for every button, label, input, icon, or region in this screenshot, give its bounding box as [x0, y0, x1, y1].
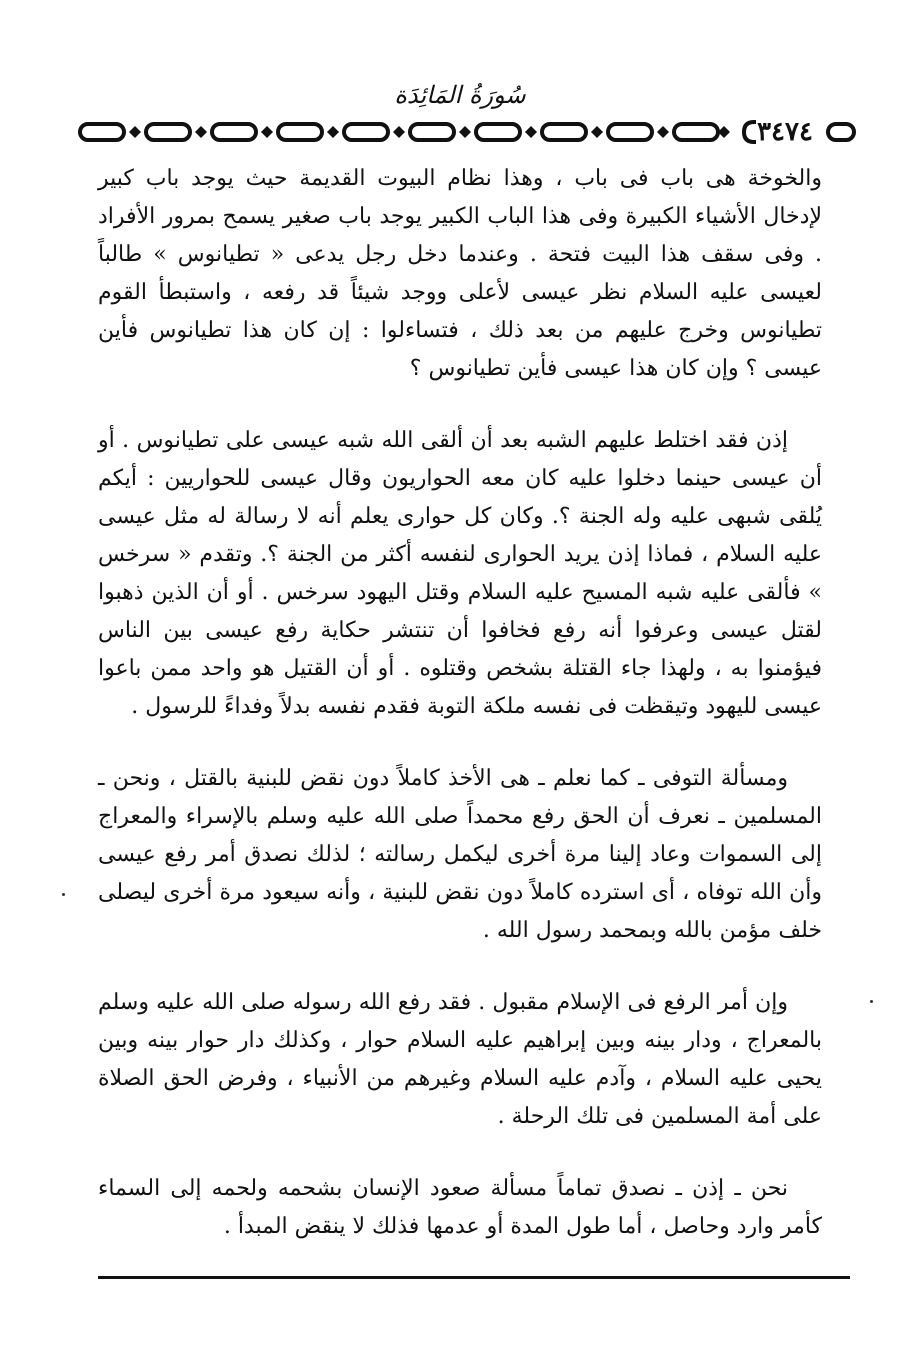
body-text: [98, 160, 822, 1280]
page-number: ٣٤٧٤: [757, 117, 813, 147]
decorative-border: [78, 118, 730, 146]
scan-speck: [870, 1000, 873, 1003]
paragraph-4: وإن أمر الرفع فى الإسلام مقبول . فقد رفع الله رسوله صلى الله عليه وسلم بالمعراج ، ودار بينه وبين إبراهيم عليه السلام حوار ، وكذلك دار حوار بينه وبين يحيى عليه السلام ، وآدم عليه السلام وغيرهم من الأنبياء ، وفرض الحق الصلاة على أمة المسلمين فى تلك الرحلة .: [98, 990, 822, 1129]
paragraph-5: نحن ـ إذن ـ نصدق تماماً مسألة صعود الإنسان بشحمه ولحمه إلى السماء كأمر وارد وحاصل ، أما طول المدة أو عدمها فذلك لا ينقض المبدأ .: [98, 1176, 822, 1239]
paragraph-3: ومسألة التوفى ـ كما نعلم ـ هى الأخذ كاملاً دون نقض للبنية بالقتل ، ونحن ـ المسلمين ـ نعرف أن الحق رفع محمداً صلى الله عليه وسلم بالإسراء والمعراج إلى السموات وعاد إلينا مرة أخرى ليكمل رسالته ؛ لذلك نصدق أمر رفع عيسى وأن الله توفاه ، أى استرده كاملاً دون نقض للبنية ، وأنه سيعود مرة أخرى ليصلى خلف مؤمن بالله وبمحمد رسول الله .: [98, 766, 822, 943]
surah-title: سُورَةُ المَائِدَة: [394, 81, 526, 109]
paragraph-2: إذن فقد اختلط عليهم الشبه بعد أن ألقى الله شبه عيسى على تطيانوس . أو أن عيسى حينما دخلوا عليه كان معه الحواريون وقال عيسى للحواريين : أيكم يُلقى شبهى عليه وله الجنة ؟. وكان كل حوارى يعلم أنه لا رسالة له مثل عيسى عليه السلام ، فماذا إذن يريد الحوارى لنفسه أكثر من الجنة ؟. وتقدم « سرخس » فألقى عليه شبه المسيح عليه السلام وقتل اليهود سرخس . أو أن الذين ذهبوا لقتل عيسى وعرفوا أنه رفع فخافوا أن تنتشر حكاية رفع عيسى بين الناس فيؤمنوا به ، ولهذا جاء القتلة بشخص وقتلوه . أو أن القتيل هو واحد ممن باعوا عيسى لليهود وتيقظت فى نفسه ملكة التوبة فقدم نفسه بدلاً وفداءً للرسول .: [98, 428, 822, 719]
footer-rule: [98, 1276, 850, 1279]
paragraph-1: والخوخة هى باب فى باب ، وهذا نظام البيوت القديمة حيث يوجد باب كبير لإدخال الأشياء الكبيرة وفى هذا الباب الكبير يوجد باب صغير يسمح بمرور الأفراد . وفى سقف هذا البيت فتحة . وعندما دخل رجل يدعى « تطيانوس » طالباً لعيسى عليه السلام نظر عيسى لأعلى ووجد شيئاً قد رفعه ، واستبطأ القوم تطيانوس وخرج عليهم من بعد ذلك ، فتساءلوا : إن كان هذا تطيانوس فأين عيسى ؟ وإن كان هذا عيسى فأين تطيانوس ؟: [98, 166, 822, 381]
scan-speck: [62, 893, 65, 896]
